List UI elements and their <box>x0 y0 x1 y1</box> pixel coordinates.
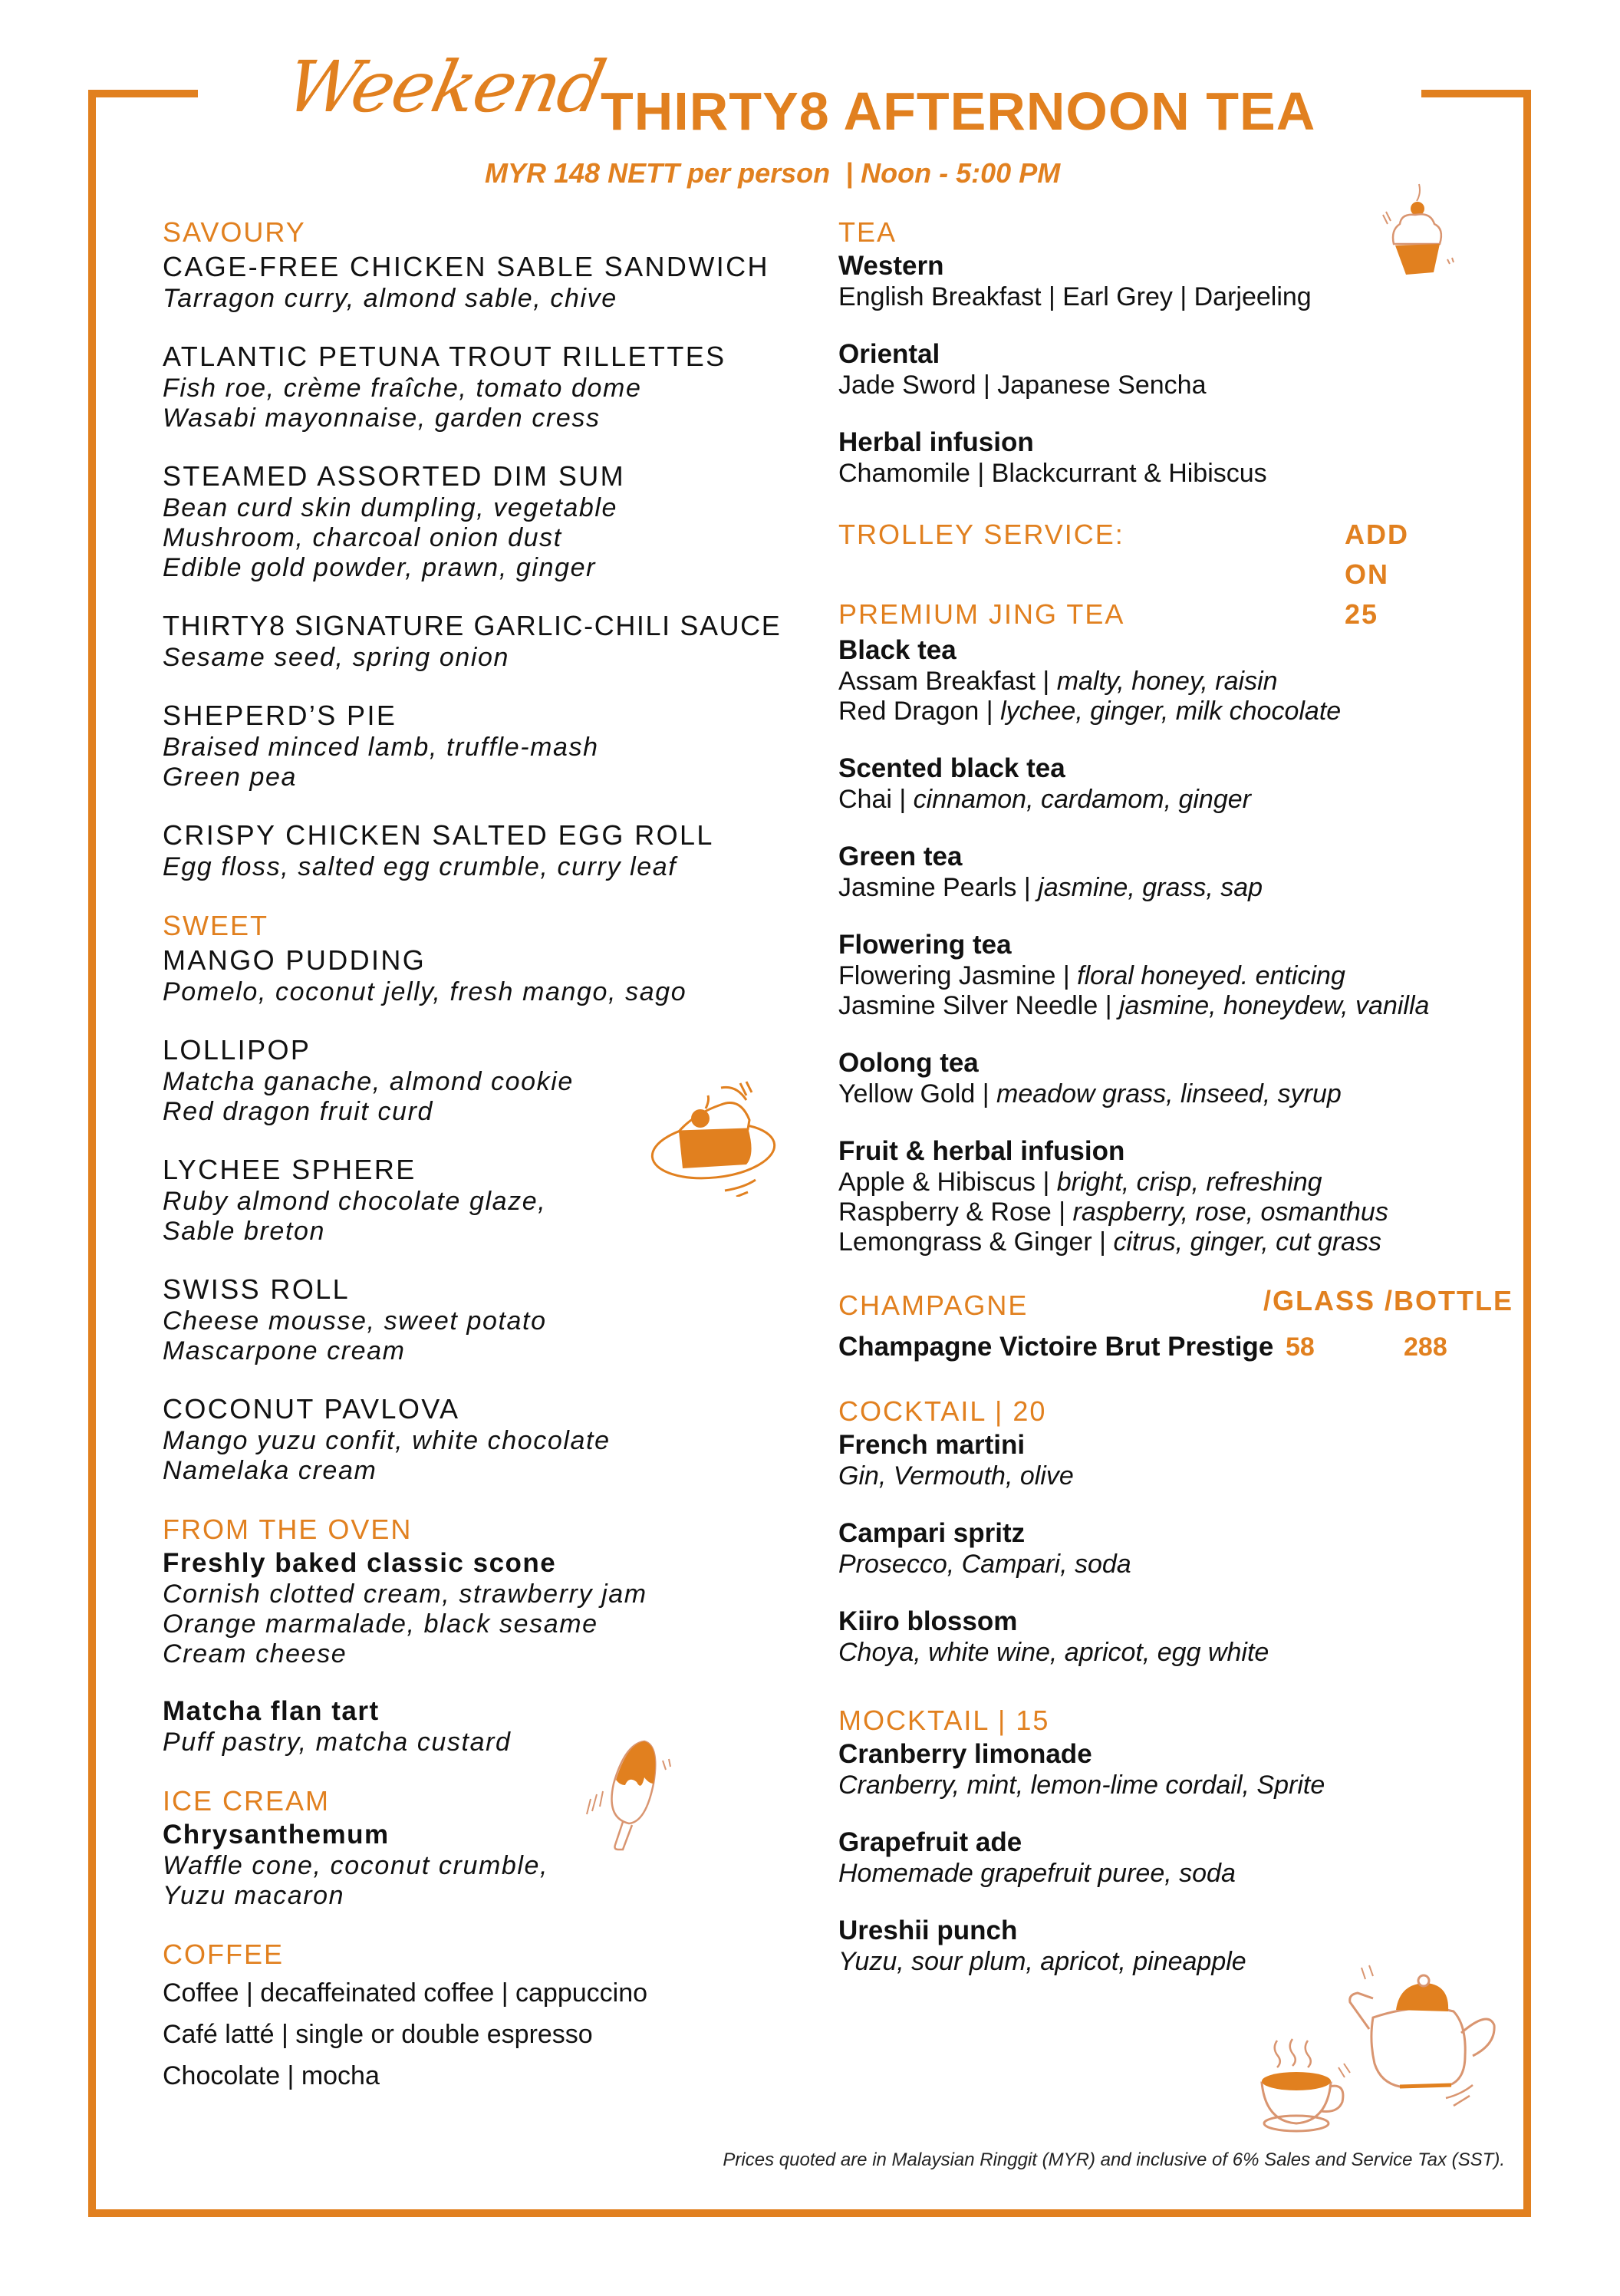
item-name: Grapefruit ade <box>838 1827 1022 1857</box>
item-desc: Sesame seed, spring onion <box>163 643 510 672</box>
price-column-labels: /GLASS /BOTTLE <box>1263 1285 1513 1316</box>
addon-label: ADD ON <box>1345 519 1409 590</box>
item-name: COCONUT PAVLOVA <box>163 1393 460 1425</box>
item-desc: Puff pastry, matcha custard <box>163 1728 512 1757</box>
section-subheading: PREMIUM JING TEA <box>838 598 1125 630</box>
price-and-hours: MYR 148 NETT per person | Noon - 5:00 PM <box>485 157 1061 189</box>
tea-line <box>838 1168 1513 1197</box>
item-desc: Fish roe, crème fraîche, tomato dome <box>163 374 642 403</box>
menu-item <box>838 1517 1513 1580</box>
section-heading: COCKTAIL | 20 <box>838 1395 1047 1427</box>
frame-right <box>1523 90 1531 2217</box>
teapot-and-cup-icon <box>1243 1948 1534 2148</box>
section-trolley-service <box>838 515 1513 1257</box>
menu-item <box>163 699 822 792</box>
tea-line <box>838 961 1513 991</box>
menu-item <box>838 1606 1513 1668</box>
cake-slice-icon <box>648 1074 779 1197</box>
item-name: Oolong tea <box>838 1048 979 1078</box>
menu-item <box>163 609 822 673</box>
tea-group <box>838 753 1513 815</box>
item-desc: Mango yuzu confit, white chocolate <box>163 1426 611 1455</box>
tea-line <box>838 1197 1513 1227</box>
frame-top-right <box>1421 90 1531 97</box>
section-savoury <box>163 215 822 882</box>
addon-price: 25 <box>1345 598 1379 630</box>
section-champagne <box>838 1283 1513 1363</box>
section-heading: SWEET <box>163 910 269 941</box>
menu-item <box>838 1738 1513 1800</box>
item-name: Matcha flan tart <box>163 1696 380 1726</box>
tea-line <box>838 1227 1513 1257</box>
glass-price: 58 <box>1286 1332 1315 1362</box>
section-heading: COFFEE <box>163 1939 285 1970</box>
section-mocktail <box>838 1703 1513 1977</box>
tea-group <box>838 929 1513 1021</box>
section-from-the-oven <box>163 1512 822 1757</box>
tea-name: Assam Breakfast | <box>838 667 1057 696</box>
item-desc: Yuzu, sour plum, apricot, pineapple <box>838 1947 1246 1976</box>
tea-name: Yellow Gold | <box>838 1079 997 1108</box>
tea-notes: meadow grass, linseed, syrup <box>996 1079 1342 1108</box>
item-name: CAGE-FREE CHICKEN SABLE SANDWICH <box>163 251 769 282</box>
right-column <box>838 215 1513 2003</box>
section-ice-cream <box>163 1784 822 1911</box>
tea-name: Red Dragon | <box>838 697 1001 726</box>
item-desc: Yuzu macaron <box>163 1881 345 1910</box>
tea-notes: jasmine, honeydew, vanilla <box>1118 991 1430 1020</box>
tea-line <box>838 697 1513 726</box>
item-name: Herbal infusion <box>838 427 1034 457</box>
item-desc: Braised minced lamb, truffle-mash <box>163 733 599 762</box>
bottle-price: 288 <box>1404 1332 1447 1362</box>
item-desc: Chamomile | Blackcurrant & Hibiscus <box>838 459 1267 488</box>
item-name: Cranberry limonade <box>838 1739 1092 1769</box>
item-name: Champagne Victoire Brut Prestige <box>838 1332 1274 1362</box>
tea-name: Flowering Jasmine | <box>838 961 1078 990</box>
tea-notes: floral honeyed. enticing <box>1077 961 1345 990</box>
coffee-line: Chocolate | mocha <box>163 2061 380 2090</box>
item-desc: Edible gold powder, prawn, ginger <box>163 553 597 582</box>
menu-item <box>163 1273 822 1366</box>
item-desc: Mushroom, charcoal onion dust <box>163 523 562 552</box>
item-desc: Orange marmalade, black sesame <box>163 1609 598 1639</box>
item-name: ATLANTIC PETUNA TROUT RILLETTES <box>163 341 726 372</box>
item-name: Scented black tea <box>838 753 1065 783</box>
cupcake-icon <box>1377 176 1461 276</box>
weekend-script: Weekend <box>278 46 611 128</box>
item-desc: Green pea <box>163 763 298 792</box>
item-desc: Egg floss, salted egg crumble, curry leaf <box>163 852 677 881</box>
item-name: French martini <box>838 1430 1026 1460</box>
menu-item <box>163 1392 822 1486</box>
item-name: Freshly baked classic scone <box>163 1548 557 1578</box>
item-desc: Bean curd skin dumpling, vegetable <box>163 493 618 522</box>
tea-group <box>838 841 1513 903</box>
item-name: Chrysanthemum <box>163 1820 390 1850</box>
menu-item <box>163 340 822 433</box>
item-name: Campari spritz <box>838 1518 1026 1548</box>
tea-line <box>838 785 1513 815</box>
tea-notes: bright, crisp, refreshing <box>1056 1168 1322 1197</box>
tea-notes: lychee, ginger, milk chocolate <box>1000 697 1342 726</box>
item-desc: Cream cheese <box>163 1639 347 1668</box>
tea-name: Apple & Hibiscus | <box>838 1168 1057 1197</box>
menu-item <box>163 460 822 583</box>
item-desc: Red dragon fruit curd <box>163 1097 433 1126</box>
section-coffee <box>163 1937 822 2097</box>
tea-name: Jasmine Pearls | <box>838 873 1039 902</box>
tea-name: Raspberry & Rose | <box>838 1197 1073 1227</box>
tea-notes: malty, honey, raisin <box>1056 667 1278 696</box>
item-name: Western <box>838 251 944 281</box>
item-desc: Cornish clotted cream, strawberry jam <box>163 1580 647 1609</box>
frame-top-left <box>88 90 198 97</box>
tea-notes: citrus, ginger, cut grass <box>1113 1227 1382 1257</box>
item-name: Fruit & herbal infusion <box>838 1136 1125 1166</box>
item-desc: Tarragon curry, almond sable, chive <box>163 284 617 313</box>
item-name: Oriental <box>838 339 940 369</box>
section-sweet <box>163 908 822 1486</box>
section-heading: SAVOURY <box>163 216 306 248</box>
tea-line <box>838 873 1513 903</box>
trolley-heading-row <box>838 515 1460 595</box>
item-desc: Cranberry, mint, lemon-lime cordail, Sprite <box>838 1771 1325 1800</box>
item-name: SHEPERD’S PIE <box>163 700 397 731</box>
item-desc: English Breakfast | Earl Grey | Darjeeling <box>838 282 1312 311</box>
item-desc: Choya, white wine, apricot, egg white <box>838 1638 1269 1667</box>
item-name: THIRTY8 SIGNATURE GARLIC-CHILI SAUCE <box>163 610 782 641</box>
frame-left <box>88 90 96 2217</box>
item-name: LYCHEE SPHERE <box>163 1154 417 1185</box>
item-desc: Gin, Vermouth, olive <box>838 1461 1074 1491</box>
tea-line <box>838 667 1513 697</box>
menu-item <box>163 819 822 882</box>
section-heading: CHAMPAGNE <box>838 1290 1029 1321</box>
page-title: THIRTY8 AFTERNOON TEA <box>601 81 1316 141</box>
tea-group <box>838 427 1513 489</box>
menu-item <box>838 1827 1513 1889</box>
section-heading: TROLLEY SERVICE: <box>838 519 1124 550</box>
item-desc: Sable breton <box>163 1217 326 1246</box>
tea-notes: raspberry, rose, osmanthus <box>1072 1197 1388 1227</box>
coffee-line: Café latté | single or double espresso <box>163 2020 593 2049</box>
item-desc: Waffle cone, coconut crumble, <box>163 1851 549 1880</box>
tea-group <box>838 338 1513 400</box>
item-name: Flowering tea <box>838 930 1012 960</box>
menu-item <box>163 1547 822 1669</box>
menu-item <box>163 1819 822 1911</box>
menu-item <box>163 1695 822 1757</box>
item-name: Kiiro blossom <box>838 1606 1018 1636</box>
section-cocktail <box>838 1394 1513 1668</box>
section-heading: MOCKTAIL | 15 <box>838 1705 1050 1736</box>
tea-name: Chai | <box>838 785 914 814</box>
item-name: Ureshii punch <box>838 1916 1018 1945</box>
tea-group <box>838 1135 1513 1257</box>
item-name: Green tea <box>838 842 963 871</box>
tea-group <box>838 634 1513 726</box>
item-name: STEAMED ASSORTED DIM SUM <box>163 460 626 492</box>
coffee-line: Coffee | decaffeinated coffee | cappuccino <box>163 1978 648 2008</box>
tea-notes: cinnamon, cardamom, ginger <box>913 785 1251 814</box>
tea-line <box>838 1079 1513 1109</box>
menu-item <box>838 1429 1513 1491</box>
menu-item <box>163 250 822 314</box>
item-name: Black tea <box>838 635 957 665</box>
popsicle-icon <box>583 1738 675 1853</box>
tea-line <box>838 991 1513 1021</box>
item-name: CRISPY CHICKEN SALTED EGG ROLL <box>163 819 714 851</box>
item-desc: Ruby almond chocolate glaze, <box>163 1187 547 1216</box>
item-name: LOLLIPOP <box>163 1034 311 1066</box>
item-desc: Namelaka cream <box>163 1456 377 1485</box>
item-desc: Mascarpone cream <box>163 1336 406 1365</box>
item-desc: Pomelo, coconut jelly, fresh mango, sago <box>163 977 687 1006</box>
section-heading: TEA <box>838 216 897 248</box>
item-desc: Jade Sword | Japanese Sencha <box>838 371 1207 400</box>
item-desc: Matcha ganache, almond cookie <box>163 1067 574 1096</box>
tea-notes: jasmine, grass, sap <box>1038 873 1263 902</box>
item-desc: Cheese mousse, sweet potato <box>163 1306 547 1336</box>
champagne-row <box>838 1331 1513 1363</box>
tax-note: Prices quoted are in Malaysian Ringgit (MYR) and inclusive of 6% Sales and Service Tax (SST). <box>723 2149 1505 2170</box>
item-desc: Homemade grapefruit puree, soda <box>838 1859 1236 1888</box>
section-heading: FROM THE OVEN <box>163 1514 413 1545</box>
trolley-subheading-row <box>838 595 1460 634</box>
section-heading: ICE CREAM <box>163 1785 331 1817</box>
menu-item <box>163 944 822 1007</box>
item-desc: Wasabi mayonnaise, garden cress <box>163 404 601 433</box>
item-name: MANGO PUDDING <box>163 944 426 976</box>
item-desc: Prosecco, Campari, soda <box>838 1550 1131 1579</box>
tea-name: Lemongrass & Ginger | <box>838 1227 1114 1257</box>
frame-bottom <box>88 2209 1531 2217</box>
champagne-heading-row <box>838 1283 1513 1323</box>
tea-name: Jasmine Silver Needle | <box>838 991 1119 1020</box>
tea-group <box>838 1047 1513 1109</box>
item-name: SWISS ROLL <box>163 1273 351 1305</box>
